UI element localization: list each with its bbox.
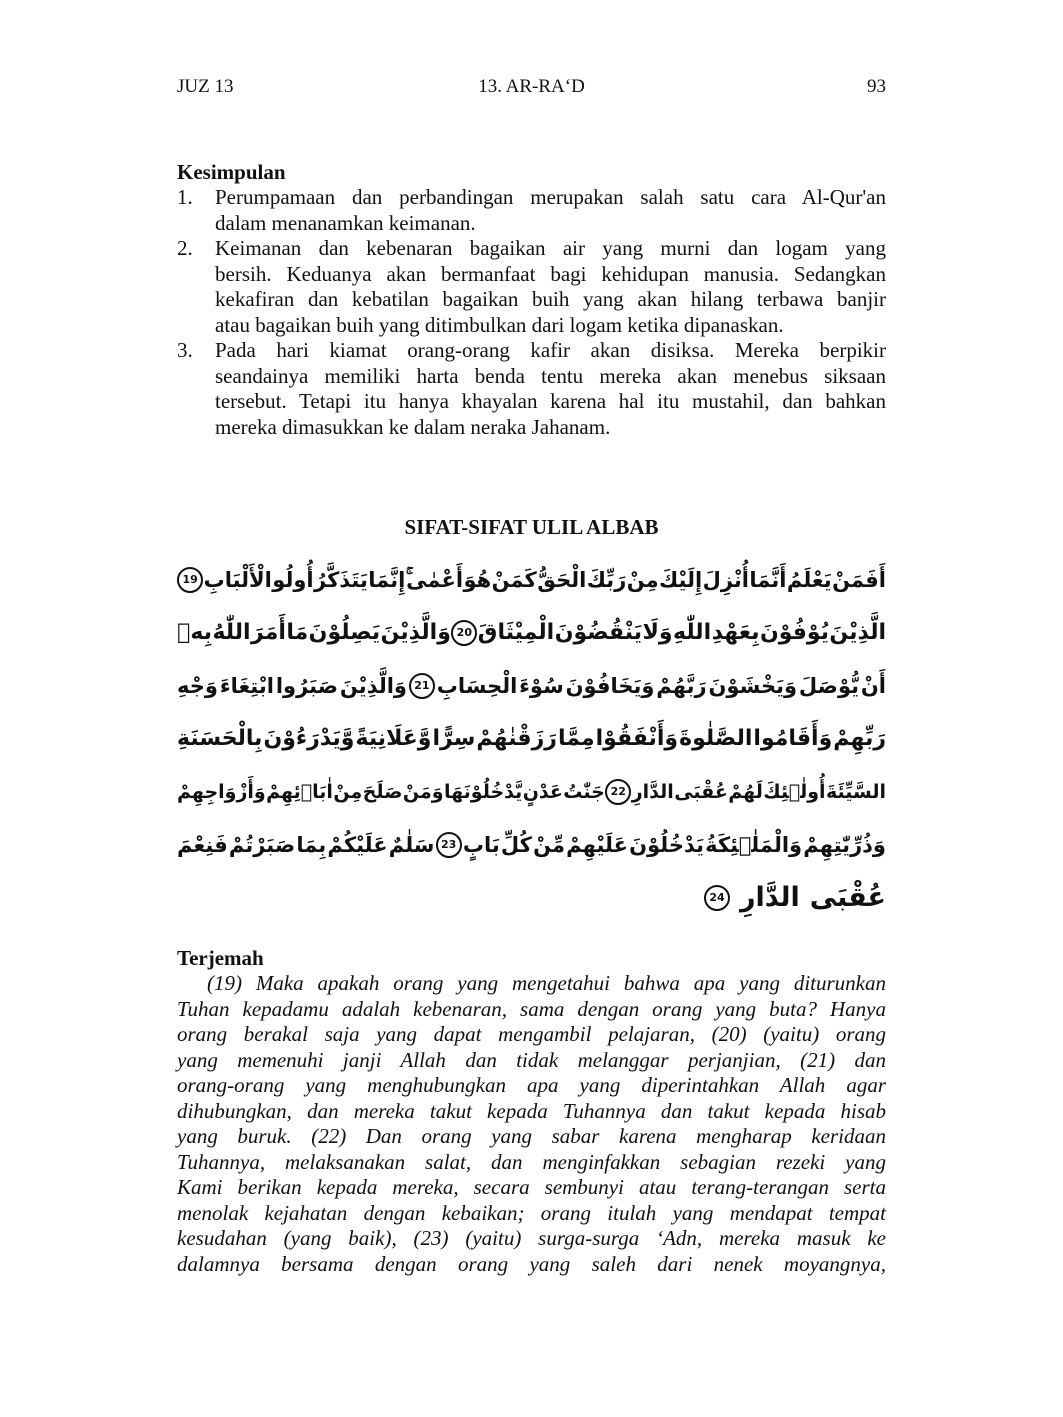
ayah-number-marker: 21 bbox=[409, 673, 435, 699]
arabic-word: مِّنْ bbox=[533, 832, 565, 857]
arabic-word: اٰبَاۤئِهِمْ bbox=[266, 780, 333, 803]
conclusion-heading: Kesimpulan bbox=[177, 160, 286, 184]
translation-line: yang buruk. (22) Dan orang yang sabar karena mengharap keridaan bbox=[177, 1124, 886, 1148]
section-title: SIFAT-SIFAT ULIL ALBAB bbox=[404, 515, 659, 539]
translation-text bbox=[177, 971, 886, 1277]
arabic-word: وَّيَدْرَءُوْنَ bbox=[263, 726, 355, 751]
arabic-word: بِهٖ bbox=[177, 620, 212, 645]
arabic-word: الْأَلْبَابِ bbox=[203, 567, 272, 592]
arabic-word: سُوْءَ bbox=[519, 673, 564, 698]
text-line: Pada hari kiamat orang-orang kafir akan disiksa. Mereka berpikir bbox=[215, 338, 886, 362]
running-header-surah: 13. AR-RA‘D bbox=[478, 76, 585, 97]
arabic-verses bbox=[177, 553, 886, 924]
translation-line: Kami berikan kepada mereka, secara sembunyi atau terang-terangan serta bbox=[177, 1175, 886, 1199]
arabic-word: وَلَا bbox=[642, 620, 673, 645]
arabic-word: مِنْ bbox=[626, 567, 659, 592]
translation-line: dalamnya bersama dengan orang yang saleh dari nenek moyangnya, bbox=[177, 1251, 886, 1276]
text-line: atau bagaikan buih yang ditimbulkan dari logam ketika dipanaskan. bbox=[215, 312, 784, 337]
arabic-word: جَنّٰتُ bbox=[563, 780, 605, 803]
arabic-word: أَمَرَ bbox=[251, 620, 286, 645]
arabic-word: الدَّارِ bbox=[631, 780, 674, 803]
text-line: tersebut. Tetapi itu hanya khayalan karena hal itu mustahil, dan bahkan bbox=[215, 389, 886, 413]
translation-line: Tuhan kepadamu adalah kebenaran, sama dengan orang yang buta? Hanya bbox=[177, 996, 886, 1021]
arabic-word: عَلَيْكُمْ bbox=[327, 832, 388, 857]
arabic-word: الَّذِيْنَ bbox=[829, 620, 886, 645]
arabic-word: عَلَيْهِمْ bbox=[566, 832, 628, 857]
text-line: Perumpamaan dan perbandingan merupakan salah satu cara Al-Qur'an bbox=[215, 185, 886, 209]
arabic-word: إِلَيْكَ bbox=[659, 567, 703, 592]
arabic-word: يَتَذَكَّرُ bbox=[314, 567, 368, 592]
list-number: 1. bbox=[177, 185, 193, 209]
translation-line: orang berakal saja yang dapat mengambil pelajaran, (20) (yaitu) orang bbox=[177, 1022, 886, 1046]
text-line: kekafiran dan kebatilan bagaikan buih yang akan hilang terbawa banjir bbox=[215, 287, 886, 311]
translation-line: dihubungkan, dan mereka takut kepada Tuhannya dan takut kepada hisab bbox=[177, 1098, 886, 1123]
arabic-word: الصَّلٰوةَ bbox=[679, 726, 753, 751]
arabic-line bbox=[177, 818, 886, 871]
arabic-word: مِمَّا bbox=[557, 726, 595, 751]
arabic-word: الْمِيْثَاقَ bbox=[477, 620, 555, 645]
arabic-line bbox=[177, 659, 886, 712]
text-line: Keimanan dan kebenaran bagaikan air yang murni dan logam yang bbox=[215, 236, 886, 260]
arabic-word: أَنَّمَا bbox=[749, 567, 787, 592]
arabic-word: وَالْمَلٰۤئِكَةُ bbox=[705, 832, 803, 857]
arabic-word: وَالَّذِيْنَ bbox=[339, 673, 407, 698]
arabic-word: فَنِعْمَ bbox=[177, 832, 228, 857]
arabic-word: يَدْخُلُوْنَ bbox=[629, 832, 704, 857]
arabic-word: وَأَزْوَاجِهِمْ bbox=[177, 780, 266, 803]
arabic-word: وَيَخْشَوْنَ bbox=[708, 673, 798, 698]
arabic-word: يَعْلَمُ bbox=[786, 567, 832, 592]
arabic-word: يُوْفُوْنَ bbox=[759, 620, 829, 645]
list-item bbox=[177, 236, 886, 338]
arabic-word: رَزَقْنٰهُمْ bbox=[476, 726, 557, 751]
arabic-line bbox=[177, 553, 886, 606]
ayah-number-marker: 22 bbox=[605, 779, 631, 805]
arabic-word: وَمَنْ bbox=[402, 780, 444, 803]
arabic-word: أَفَمَنْ bbox=[832, 567, 886, 592]
arabic-word: رَبَّهُمْ bbox=[656, 673, 707, 698]
arabic-word: بِمَا bbox=[296, 832, 327, 857]
arabic-word: وَأَقَامُوا bbox=[753, 726, 833, 751]
arabic-word: يَّدْخُلُوْنَهَا bbox=[443, 780, 523, 803]
arabic-word: سِرًّا bbox=[432, 726, 476, 751]
arabic-word: لَهُمْ bbox=[728, 780, 763, 803]
arabic-line bbox=[177, 765, 886, 818]
arabic-word: يَنْقُضُوْنَ bbox=[554, 620, 643, 645]
arabic-word: الْحَقُّ bbox=[537, 567, 587, 592]
arabic-line bbox=[177, 871, 886, 924]
text-line: seandainya memiliki harta benda tentu mereka akan menebus siksaan bbox=[215, 363, 886, 388]
arabic-word: وَّعَلَانِيَةً bbox=[355, 726, 432, 751]
conclusion-list bbox=[177, 185, 886, 440]
arabic-line bbox=[177, 712, 886, 765]
arabic-word: وَذُرِّيّٰتِهِمْ bbox=[803, 832, 886, 857]
arabic-word: السَّيِّئَةَ bbox=[825, 780, 886, 803]
arabic-word: عُقْبَى bbox=[674, 780, 728, 803]
ayah-number-marker: 20 bbox=[451, 620, 477, 646]
translation-line: Tuhannya, melaksanakan salat, dan menginfakkan sebagian rezeki yang bbox=[177, 1149, 886, 1174]
list-item bbox=[177, 185, 886, 236]
arabic-word: أَنْ bbox=[860, 673, 886, 698]
arabic-word: كَمَنْ bbox=[491, 567, 537, 592]
running-header-juz: JUZ 13 bbox=[177, 76, 234, 97]
arabic-word: رَبِّهِمْ bbox=[833, 726, 886, 751]
arabic-word: صَبَرُوا bbox=[275, 673, 339, 698]
arabic-word: عَدْنٍ bbox=[522, 780, 563, 803]
list-number: 3. bbox=[177, 338, 193, 362]
arabic-word: صَبَرْتُمْ bbox=[228, 832, 296, 857]
arabic-word: رَبِّكَ bbox=[586, 567, 627, 592]
arabic-word: أُنْزِلَ bbox=[702, 567, 749, 592]
text-line: dalam menanamkan keimanan. bbox=[215, 210, 476, 235]
arabic-word: وَالَّذِيْنَ bbox=[380, 620, 451, 645]
arabic-word: عُقْبَى bbox=[809, 882, 886, 913]
arabic-word: اللّٰهِ bbox=[672, 620, 712, 645]
translation-line: menolak kejahatan dengan kebaikan; orang itulah yang mendapat tempat bbox=[177, 1200, 886, 1225]
arabic-word: وَأَنْفَقُوْا bbox=[595, 726, 679, 751]
text-line: bersih. Keduanya akan bermanfaat bagi kehidupan manusia. Sedangkan bbox=[215, 261, 886, 286]
arabic-word: مِنْ bbox=[333, 780, 363, 803]
arabic-word: هُوَ bbox=[463, 567, 492, 592]
arabic-word: اللّٰهُ bbox=[212, 620, 251, 645]
page-number: 93 bbox=[867, 76, 886, 97]
list-item bbox=[177, 338, 886, 440]
arabic-word: كُلِّ bbox=[500, 832, 532, 857]
arabic-word: أُولُو bbox=[272, 567, 314, 592]
arabic-word: الْحِسَابِ bbox=[436, 673, 518, 698]
list-number: 2. bbox=[177, 236, 193, 260]
translation-line: orang-orang yang menghubungkan apa yang diperintahkan Allah agar bbox=[177, 1073, 886, 1097]
translation-line: yang memenuhi janji Allah dan tidak melanggar perjanjian, (21) dan bbox=[177, 1047, 886, 1072]
text-line: mereka dimasukkan ke dalam neraka Jahanam. bbox=[215, 414, 611, 439]
translation-line: (19) Maka apakah orang yang mengetahui bahwa apa yang diturunkan bbox=[207, 971, 886, 995]
arabic-word: بِعَهْدِ bbox=[711, 620, 760, 645]
arabic-word: بِالْحَسَنَةِ bbox=[177, 726, 263, 751]
arabic-word: ابْتِغَاءَ bbox=[219, 673, 274, 698]
arabic-word: وَجْهِ bbox=[177, 673, 218, 698]
arabic-line bbox=[177, 606, 886, 659]
arabic-word: سَلٰمٌ bbox=[388, 832, 435, 857]
arabic-word: مَا bbox=[286, 620, 309, 645]
ayah-number-marker: 19 bbox=[177, 567, 203, 593]
arabic-word: إِنَّمَا bbox=[368, 567, 406, 592]
arabic-word: يَصِلُوْنَ bbox=[308, 620, 381, 645]
ayah-number-marker: 23 bbox=[436, 832, 462, 858]
translation-heading: Terjemah bbox=[177, 946, 264, 970]
arabic-word: أُولٰۤئِكَ bbox=[763, 780, 826, 803]
arabic-word: صَلَحَ bbox=[362, 780, 403, 803]
arabic-word: بَابٍ bbox=[462, 832, 500, 857]
ayah-number-marker: 24 bbox=[704, 885, 730, 911]
translation-line: kesudahan (yang baik), (23) (yaitu) surga-surga ‘Adn, mereka masuk ke bbox=[177, 1226, 886, 1250]
conclusion-section bbox=[177, 160, 886, 440]
arabic-word: وَيَخَافُوْنَ bbox=[565, 673, 655, 698]
translation-section bbox=[177, 946, 886, 1277]
arabic-word: أَعْمٰى bbox=[406, 567, 464, 592]
arabic-word: يُّوْصَلَ bbox=[798, 673, 859, 698]
arabic-word: الدَّارِ bbox=[739, 882, 800, 913]
